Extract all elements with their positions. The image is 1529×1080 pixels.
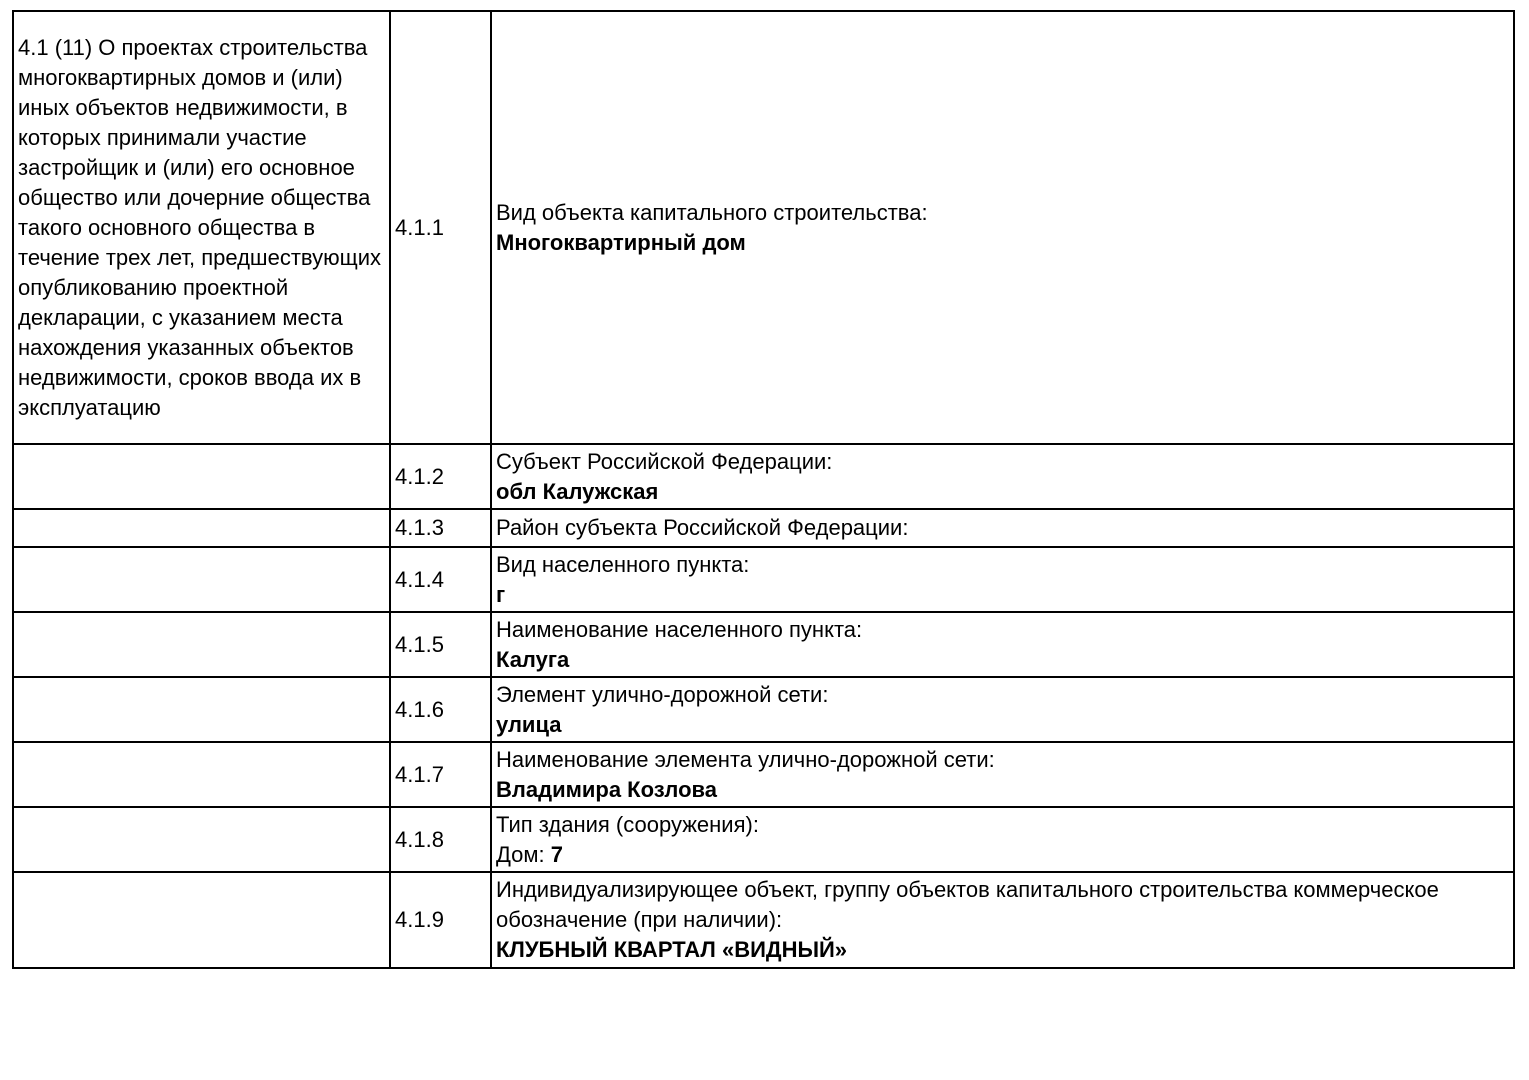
field-label: Наименование населенного пункта: xyxy=(496,616,863,642)
field-cell xyxy=(491,742,1514,807)
field-cell xyxy=(491,807,1514,872)
row-number: 4.1.2 xyxy=(390,444,491,509)
field-value-bold: улица xyxy=(496,711,562,737)
field-value xyxy=(496,840,1509,870)
field-value xyxy=(496,935,1509,965)
section-description-cell: 4.1 (11) О проектах строительства многоквартирных домов и (или) иных объектов недвижимости, в которых принимали участие застройщик и (или) его основное общество или дочерние общества такого основного общества в течение трех лет, предшествующих опубликованию проектной декларации, с указанием места нахождения указанных объектов недвижимости, сроков ввода их в эксплуатацию xyxy=(13,11,390,444)
field-label: Вид населенного пункта: xyxy=(496,551,750,577)
field-value xyxy=(496,228,1509,258)
field-value-bold: 7 xyxy=(550,841,563,867)
field-label: Субъект Российской Федерации: xyxy=(496,448,833,474)
table-row xyxy=(13,444,1514,509)
section-description-cell xyxy=(13,677,390,742)
table-row xyxy=(13,547,1514,612)
table-row xyxy=(13,872,1514,968)
field-value-bold: Владимира Козлова xyxy=(496,776,717,802)
row-number: 4.1.6 xyxy=(390,677,491,742)
field-value xyxy=(496,477,1509,507)
field-value xyxy=(496,775,1509,805)
section-description-cell xyxy=(13,444,390,509)
section-description-cell xyxy=(13,742,390,807)
section-description-cell xyxy=(13,807,390,872)
field-label: Вид объекта капитального строительства: xyxy=(496,199,928,225)
field-label: Тип здания (сооружения): xyxy=(496,811,759,837)
row-number: 4.1.7 xyxy=(390,742,491,807)
field-cell xyxy=(491,444,1514,509)
field-cell xyxy=(491,677,1514,742)
field-cell xyxy=(491,872,1514,968)
table-row xyxy=(13,509,1514,547)
row-number: 4.1.1 xyxy=(390,11,491,444)
field-value-bold: Многоквартирный дом xyxy=(496,229,746,255)
field-label: Элемент улично-дорожной сети: xyxy=(496,681,829,707)
table-row xyxy=(13,742,1514,807)
section-description-cell xyxy=(13,612,390,677)
table-row xyxy=(13,677,1514,742)
field-value-prefix: Дом: xyxy=(496,841,551,867)
field-cell xyxy=(491,509,1514,547)
project-declaration-table xyxy=(12,10,1515,969)
field-label: Район субъекта Российской Федерации: xyxy=(496,515,909,540)
field-cell xyxy=(491,547,1514,612)
section-description-cell xyxy=(13,872,390,968)
field-value-bold: г xyxy=(496,581,506,607)
field-value-bold: Калуга xyxy=(496,646,570,672)
section-description-cell xyxy=(13,509,390,547)
section-description-cell xyxy=(13,547,390,612)
field-cell xyxy=(491,612,1514,677)
field-label: Индивидуализирующее объект, группу объектов капитального строительства коммерческое обозначение (при наличии): xyxy=(496,877,1439,932)
table-row xyxy=(13,612,1514,677)
field-cell xyxy=(491,11,1514,444)
table-row xyxy=(13,807,1514,872)
row-number: 4.1.8 xyxy=(390,807,491,872)
row-number: 4.1.3 xyxy=(390,509,491,547)
row-number: 4.1.4 xyxy=(390,547,491,612)
field-value xyxy=(496,580,1509,610)
field-label: Наименование элемента улично-дорожной сети: xyxy=(496,746,995,772)
row-number: 4.1.5 xyxy=(390,612,491,677)
table-row xyxy=(13,11,1514,444)
field-value-bold: обл Калужская xyxy=(496,478,659,504)
field-value xyxy=(496,645,1509,675)
row-number: 4.1.9 xyxy=(390,872,491,968)
field-value-bold: КЛУБНЫЙ КВАРТАЛ «ВИДНЫЙ» xyxy=(496,937,848,962)
field-value xyxy=(496,710,1509,740)
